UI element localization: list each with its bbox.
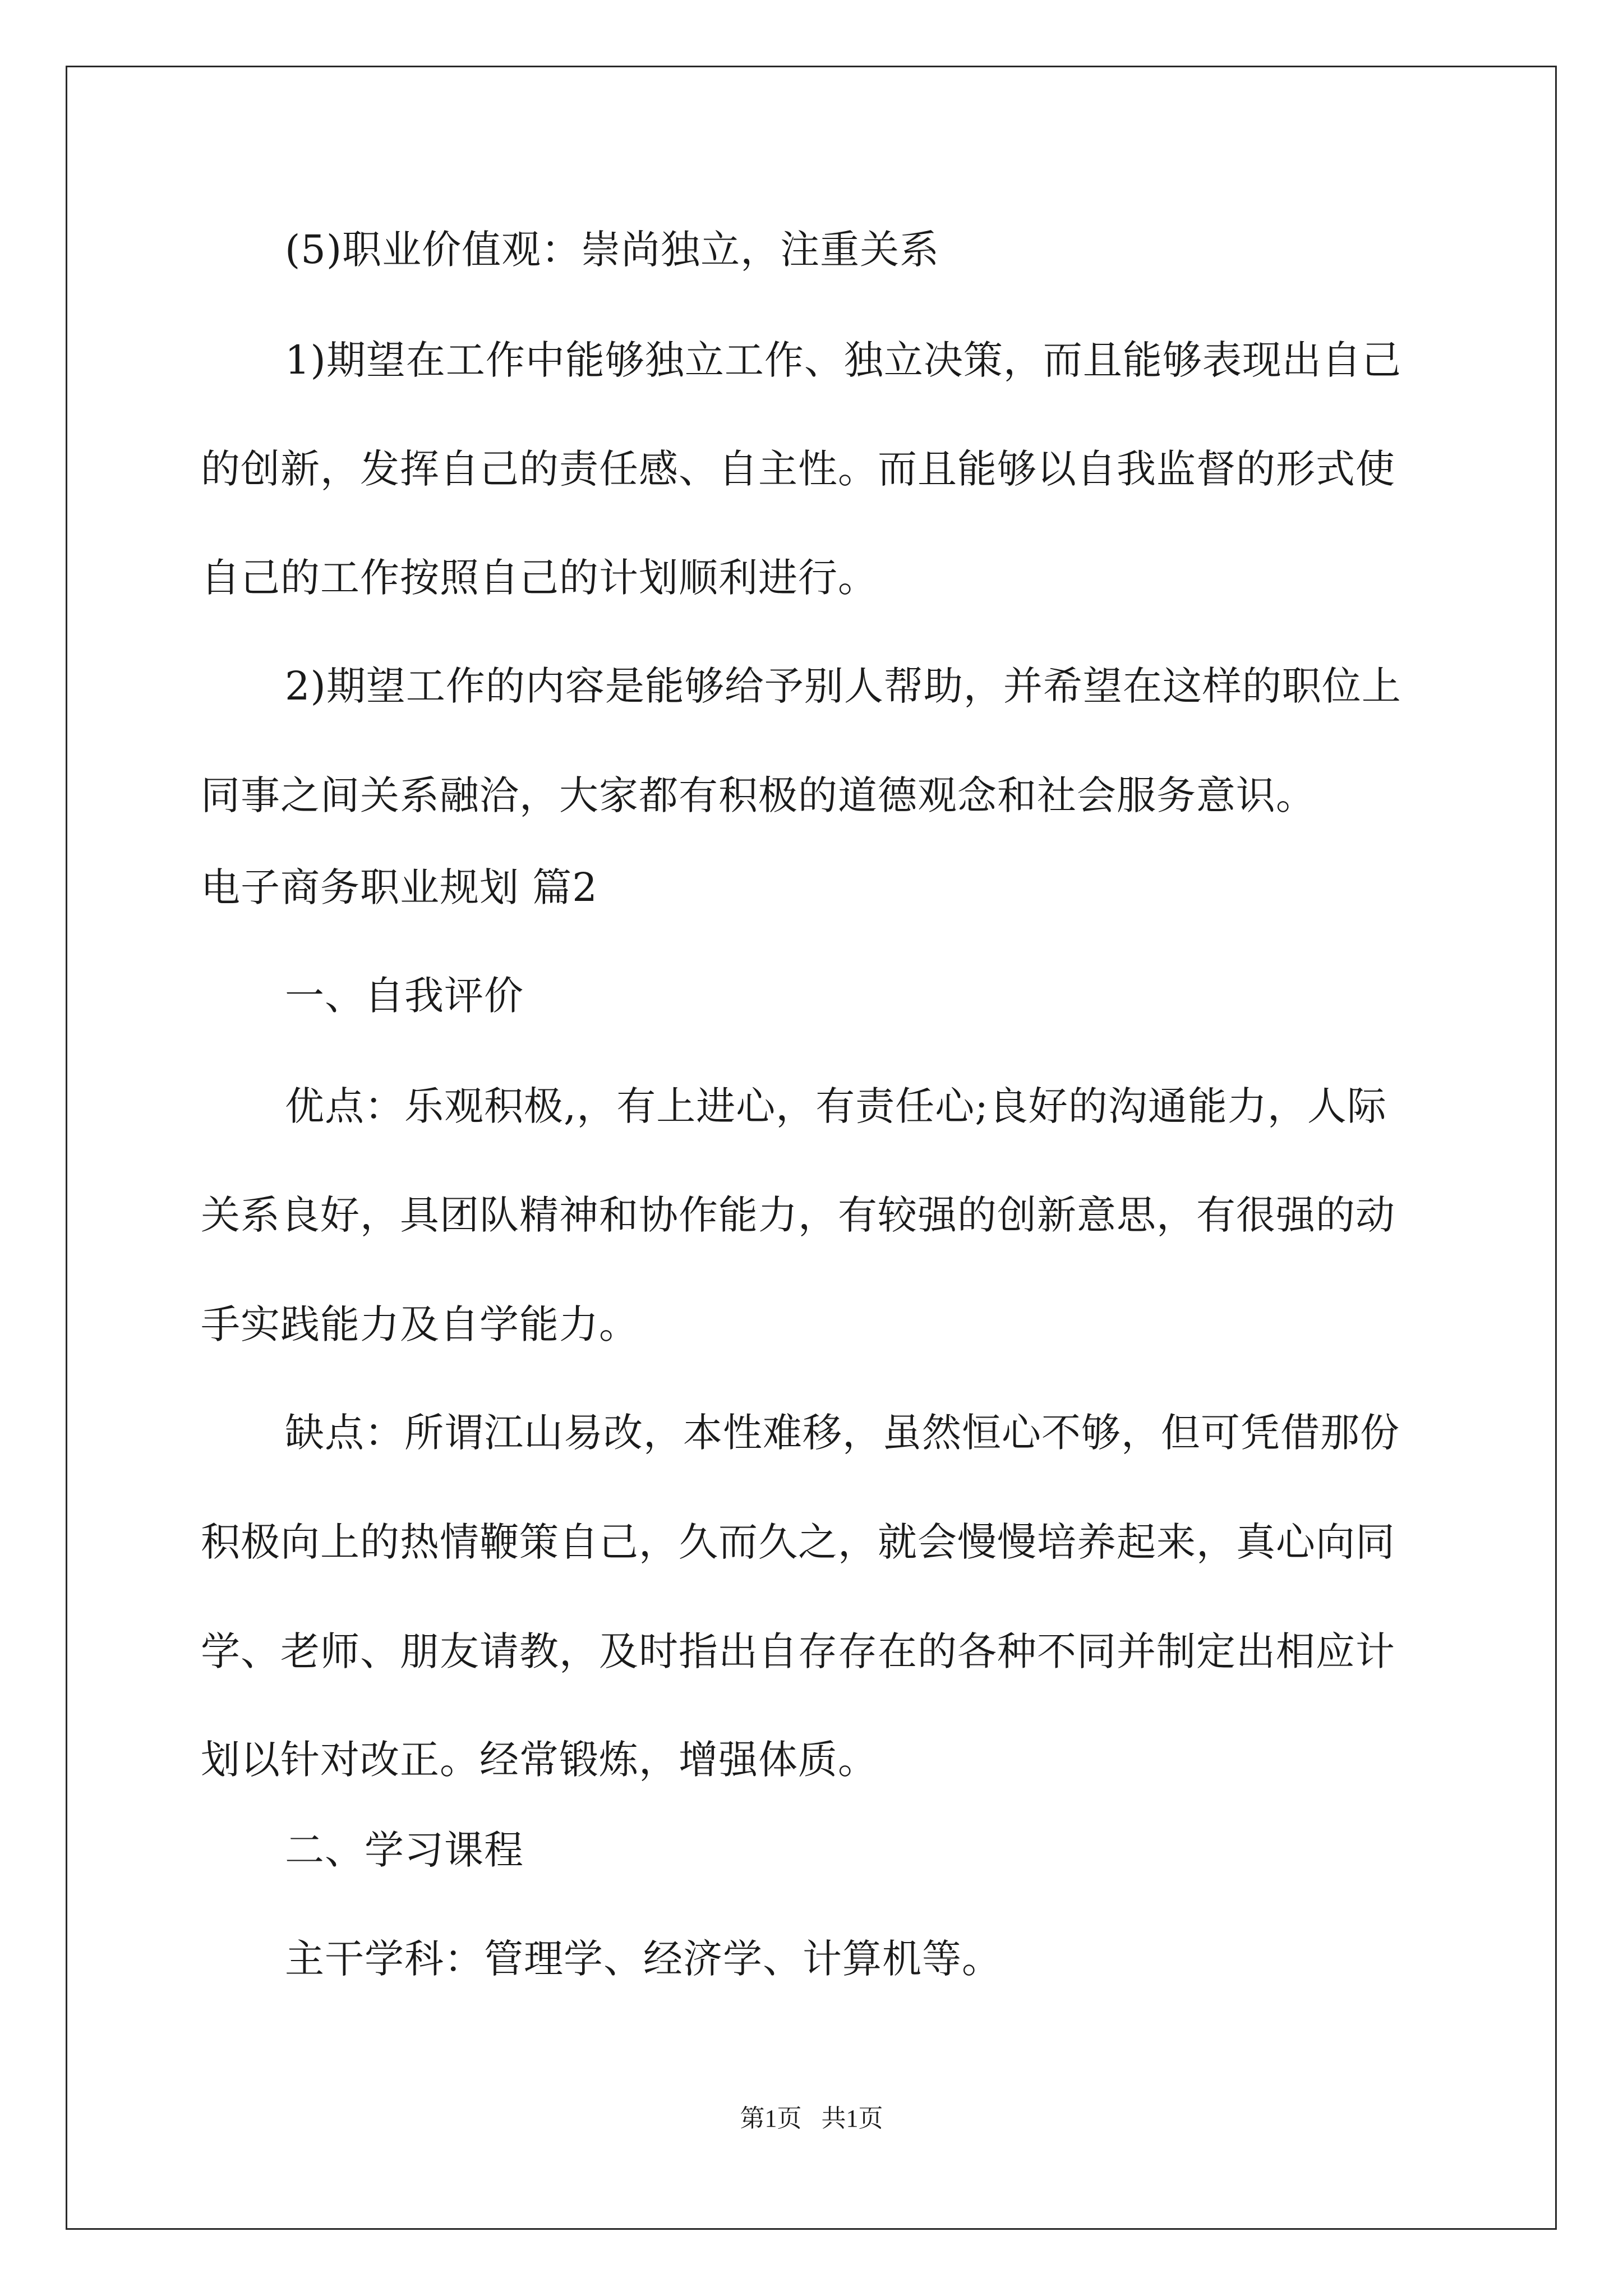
text-line: 的创新，发挥自己的责任感、自主性。而且能够以自我监督的形式使 <box>201 446 1395 492</box>
text-line: 主干学科：管理学、经济学、计算机等。 <box>285 1936 1002 1982</box>
text-line: 2)期望工作的内容是能够给予别人帮助，并希望在这样的职位上 <box>285 663 1401 709</box>
text-line: 划以针对改正。经常锻炼，增强体质。 <box>201 1737 878 1783</box>
page-total: 共1页 <box>821 2105 883 2132</box>
page-border <box>66 66 1557 2230</box>
text-line: 手实践能力及自学能力。 <box>201 1301 639 1347</box>
text-line: 自己的工作按照自己的计划顺利进行。 <box>201 555 878 601</box>
text-line: 同事之间关系融洽，大家都有积极的道德观念和社会服务意识。 <box>201 772 1316 818</box>
text-line: 积极向上的热情鞭策自己，久而久之，就会慢慢培养起来，真心向同 <box>201 1519 1395 1565</box>
page-footer <box>0 2098 1623 2134</box>
text-line: 优点：乐观积极,，有上进心，有责任心;良好的沟通能力，人际 <box>285 1083 1387 1129</box>
text-line: 一、自我评价 <box>285 973 524 1019</box>
text-line: 关系良好，具团队精神和协作能力，有较强的创新意思，有很强的动 <box>201 1192 1395 1238</box>
text-line: 缺点：所谓江山易改，本性难移，虽然恒心不够，但可凭借那份 <box>285 1410 1400 1456</box>
text-line: 学、老师、朋友请教，及时指出自存存在的各种不同并制定出相应计 <box>201 1628 1395 1674</box>
text-line: (5)职业价值观：崇尚独立，注重关系 <box>285 227 940 273</box>
text-line: 二、学习课程 <box>285 1827 524 1873</box>
page-number: 第1页 <box>740 2105 802 2132</box>
section-heading: 电子商务职业规划 篇2 <box>201 864 598 910</box>
text-line: 1)期望在工作中能够独立工作、独立决策，而且能够表现出自己 <box>285 337 1401 383</box>
